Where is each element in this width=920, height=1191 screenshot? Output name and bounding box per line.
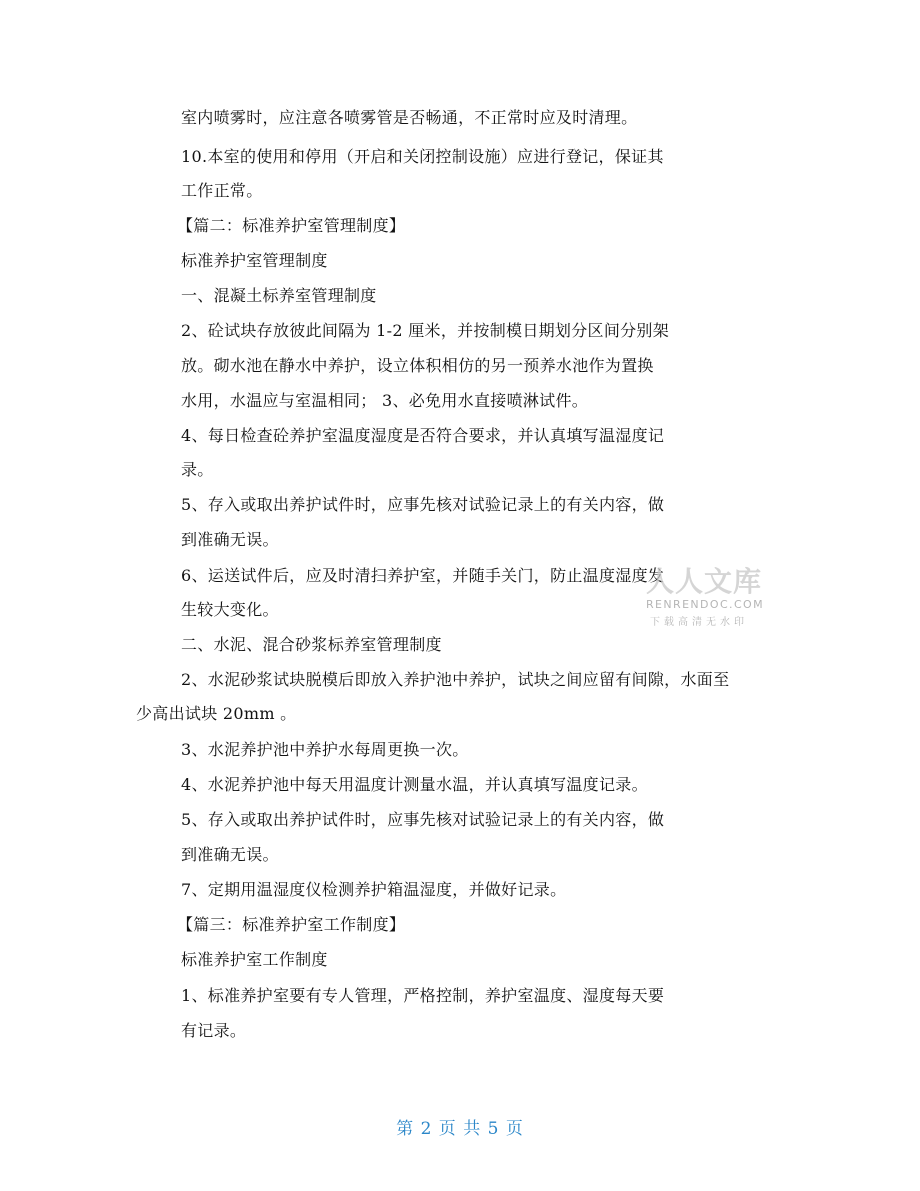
text-line: 10.本室的使用和停用（开启和关闭控制设施）应进行登记，保证其 [181,147,664,166]
text-line: 生较大变化。 [181,600,279,619]
text-line: 6、运送试件后，应及时清扫养护室，并随手关门，防止温度湿度发 [181,566,665,585]
watermark [632,560,782,630]
text-line: 【篇三：标准养护室工作制度】 [177,915,406,934]
text-line: 工作正常。 [181,181,263,200]
text-line: 到准确无误。 [181,845,279,864]
page-number-footer: 第 2 页 共 5 页 [396,1119,524,1139]
watermark-tagline: 下载高清无水印 [650,617,748,628]
watermark-url: RENRENDOC.COM [646,598,764,611]
text-line: 3、水泥养护池中养护水每周更换一次。 [181,740,469,759]
text-line: 放。砌水池在静水中养护，设立体积相仿的另一预养水池作为置换 [181,356,654,375]
text-line: 4、每日检查砼养护室温度湿度是否符合要求，并认真填写温湿度记 [181,426,665,445]
text-line: 一、混凝土标养室管理制度 [181,286,377,305]
text-line: 2、砼试块存放彼此间隔为 1-2 厘米，并按制模日期划分区间分别架 [181,321,670,340]
text-line: 4、水泥养护池中每天用温度计测量水温，并认真填写温度记录。 [181,775,648,794]
text-line: 少高出试块 20mm 。 [136,704,297,723]
text-line: 【篇二：标准养护室管理制度】 [177,216,406,235]
watermark-logo: 人人文库 [646,565,763,598]
text-line: 5、存入或取出养护试件时，应事先核对试验记录上的有关内容，做 [181,810,665,829]
text-line: 有记录。 [181,1021,247,1040]
text-line: 到准确无误。 [181,530,279,549]
text-line: 7、定期用温湿度仪检测养护箱温湿度，并做好记录。 [181,880,567,899]
text-line: 1、标准养护室要有专人管理，严格控制，养护室温度、湿度每天要 [181,986,665,1005]
text-line: 二、水泥、混合砂浆标养室管理制度 [181,635,442,654]
text-line: 2、水泥砂浆试块脱模后即放入养护池中养护，试块之间应留有间隙，水面至 [181,670,730,689]
text-line: 标准养护室管理制度 [181,251,328,270]
text-line: 录。 [181,460,214,479]
text-line: 水用，水温应与室温相同； 3、必免用水直接喷淋试件。 [181,391,589,410]
text-line: 5、存入或取出养护试件时，应事先核对试验记录上的有关内容，做 [181,495,665,514]
text-line: 标准养护室工作制度 [181,950,328,969]
text-line: 室内喷雾时，应注意各喷雾管是否畅通，不正常时应及时清理。 [181,108,638,127]
